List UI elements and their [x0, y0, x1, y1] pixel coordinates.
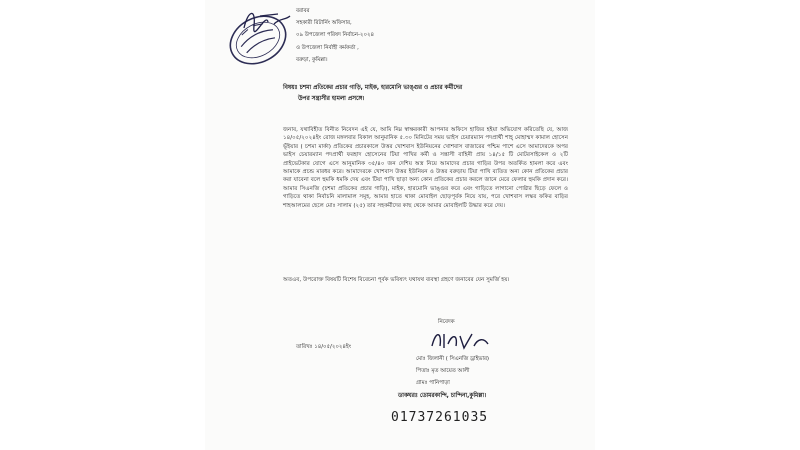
subject-line-2: উপর সন্ত্রাসীর হামলা প্রসঙ্গে।: [298, 96, 365, 102]
subject-line-1: বিষয়ঃ চশমা প্রতিকের প্রচার গাড়ি, মাইক, হারমোনি ভাঙ্গুর ও প্রচার কর্মীদের: [283, 85, 463, 91]
sender-name: মোঃ জিলানী ( সিএনজি ড্রাইভার): [416, 356, 490, 362]
letter-date: তারিখঃ ১৪/০৫/২০২৪ইং: [296, 344, 352, 350]
signature-icon: [428, 328, 492, 352]
letter-closing: অতএব, উপরোক্ত বিষয়টি বিশেষ বিবেচনা পূর্বক ভবিষ্যৎ যথাযথ ব্যবস্থা গ্রহণে জনাবের যেন সুমর্জি হয়।: [283, 277, 510, 283]
addressee-line-4: বরুড়া, কুমিল্লা।: [296, 57, 328, 63]
addressee-to: বরাবর: [296, 8, 310, 14]
sender-father: পিতাঃ মৃত আয়েত আলী: [416, 368, 470, 374]
received-signature-icon: [238, 4, 298, 36]
addressee-line-1: সহকারী রিটার্নিং অফিসার,: [296, 20, 352, 26]
letter-body: জনাব, যথাবিহীত বিনীত নিবেদন এই যে, আমি নিম্ন স্বাক্ষরকারী আপনার অফিসে হাজির হইয়া অভিযোগ করিতেছি যে, আজ ১৪/০৫/২০২৪ইং রোজ মঙ্গলবার বিকাল আনুমানিক ৫.৩০ মিনিটের সময় ভাইস চেয়ারম্যান পদপ্রার্থী শাহ্ মোহাম্মদ কামাল হোসেন ভূঁইয়ার ( চশমা মার্কা) প্রতিকের প্রচারকালে উত্তর খোশবাস ইউনিয়নের খোশবাস বাজারের পশ্চিম পাশে এসে আমাদেরকে অপর ভাইস চেয়ারম্যান পদপ্রার্থী ফরহাদ হোসেনের টিয়া পাখির কর্মী ও সন্ত্রাসী বাহিনী প্রায় ১৪/১৫ টি মোটরসাইকেল ও ২টি প্রাইভেটকার যোগে এসে আনুমানিক ৩৫/৪০ জন দেশিয় অস্ত্র নিয়ে আমাদের প্রচার গাড়ির উপর অতর্কিত হামলা করে এবং আমাকে প্রচন্ড মারধর করে। আমাদেরকে খোশবাস উত্তর ইউনিয়ন ও উত্তর বরুড়ায় টিয়া পাখি ব্যতিত অন্য কোন প্রতিকের প্রচার করা যাবেনা বলে হুমকি ধমকি দেয় এবং টিয়া পাখি ছাড়া অন্য কোন প্রতিকের প্রচার করলে জানে মেরে ফেলার হুমকি প্রদান করে। আমার সিএনজি (চশমা প্রতিকের প্রচার গাড়ি), মাইক, হারমোনি ভাঙ্গুর করে এবং গাড়িতে লাগানো পোষ্টার ছিড়ে ফেলে ও গাড়িতে থাকা নির্বাচনি মালামাল সমূহ, আমার হাতে থাকা মোবাইল ছোড়পূর্বক নিয়ে যায়, পরে খোশবাস লস্কর ফকির বাড়ির শাহআলমের ছেলে মোঃ সালাম (২৫) তার সহকর্মীদের কাছ থেকে আমার মোবাইলটি উদ্ধার করে দেয়।: [283, 127, 568, 209]
sender-village: গ্রামঃ পানিপাড়া: [416, 380, 450, 386]
addressee-line-3: ও উপজেলা নির্বাহী কর্মকর্তা ,: [296, 45, 359, 51]
addressee-line-2: ০৯ উপজেলা পরিষদ নির্বাচন-২০২৪: [296, 32, 374, 38]
sender-post: ডাকঘরঃ ডোমরকান্দি, চান্দিনা,কুমিল্লা।: [398, 393, 487, 399]
sender-phone: 01737261035: [391, 410, 489, 425]
signature-label: নিবেদক: [438, 319, 455, 325]
